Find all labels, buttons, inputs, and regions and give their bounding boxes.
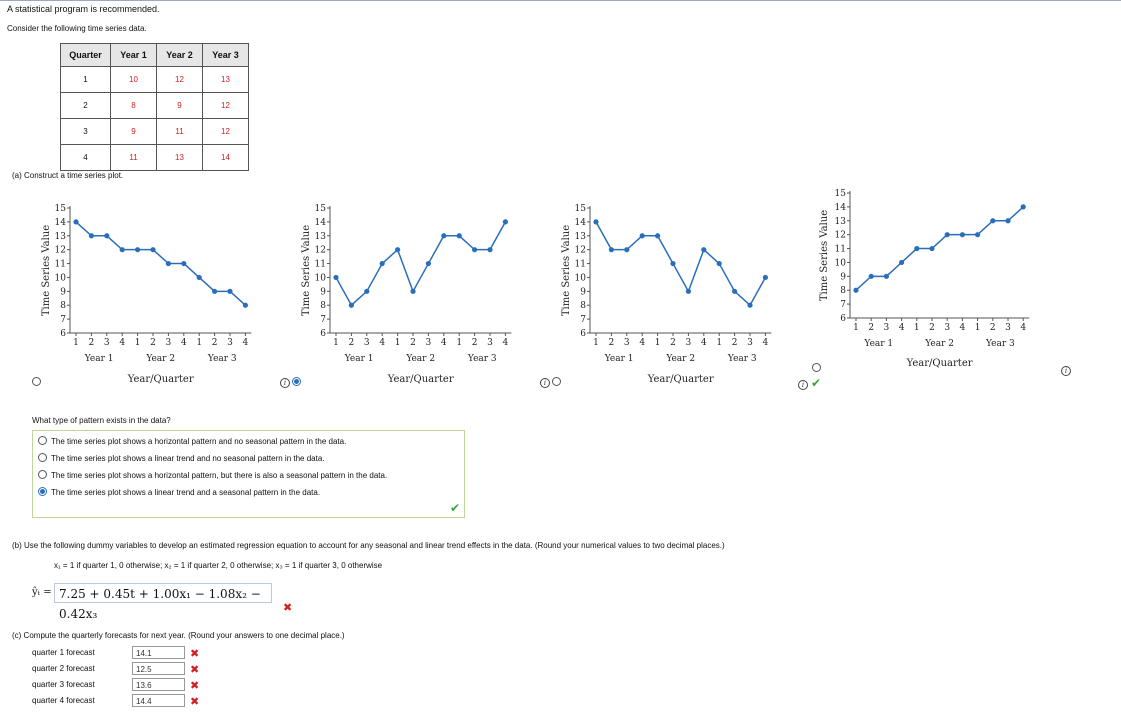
table-cell: 13: [157, 145, 203, 171]
pattern-option-label: The time series plot shows a linear trend and no seasonal pattern in the data.: [51, 454, 325, 463]
table-cell: 12: [203, 119, 249, 145]
y-tick-label: 10: [54, 273, 66, 284]
time-series-table: [60, 43, 249, 171]
table-cell: 10: [111, 67, 157, 93]
x-tick-label: 2: [670, 338, 676, 348]
table-row: [61, 145, 249, 171]
x-axis-title: Year/Quarter: [647, 374, 714, 385]
y-tick-label: 8: [60, 301, 66, 312]
table-row: [61, 93, 249, 119]
pattern-option-3[interactable]: [38, 470, 387, 480]
x-tick-label: 1: [333, 338, 339, 348]
data-point: [426, 261, 431, 266]
x-tick-label: 4: [700, 338, 707, 348]
x-tick-label: 2: [410, 338, 416, 348]
forecast-label-q2: quarter 2 forecast: [32, 664, 95, 673]
x-tick-label: 2: [150, 338, 156, 348]
radio-button[interactable]: [38, 453, 47, 462]
data-point: [990, 218, 995, 223]
radio-button[interactable]: [38, 470, 47, 479]
part-b-label: (b) Use the following dummy variables to develop an estimated regression equation to account for any seasonal and linear trend effects in the data. (Round your numerical values to two decimal places.): [12, 541, 725, 550]
y-tick-label: 11: [834, 244, 846, 255]
data-point: [457, 233, 462, 238]
year-label: Year 3: [467, 354, 497, 364]
y-tick-label: 15: [54, 204, 66, 214]
table-cell: 11: [111, 145, 157, 171]
y-tick-label: 8: [840, 286, 846, 297]
data-point: [150, 247, 155, 252]
x-tick-label: 2: [929, 323, 935, 333]
y-tick-label: 11: [314, 259, 326, 270]
data-point: [975, 232, 980, 237]
y-tick-label: 13: [834, 216, 846, 227]
part-a-label: (a) Construct a time series plot.: [12, 171, 124, 180]
part-c-label: (c) Compute the quarterly forecasts for next year. (Round your answers to one decimal place.): [12, 631, 345, 640]
y-tick-label: 9: [580, 287, 586, 298]
regression-equation-field[interactable]: 7.25 + 0.45t + 1.00x₁ − 1.08x₂ − 0.42x₃: [54, 583, 272, 603]
data-point: [717, 261, 722, 266]
data-point: [487, 247, 492, 252]
table-cell: 9: [111, 119, 157, 145]
plot-option-2[interactable]: [300, 186, 540, 386]
x-tick-label: 1: [974, 323, 981, 333]
x-tick-label: 2: [868, 323, 875, 333]
x-tick-label: 4: [639, 338, 646, 348]
y-tick-label: 15: [834, 189, 846, 199]
data-point: [333, 275, 338, 280]
table-cell: 8: [111, 93, 157, 119]
pattern-option-4[interactable]: [38, 487, 320, 497]
table-header-cell: Year 1: [111, 44, 157, 67]
x-tick-label: 3: [747, 338, 753, 348]
table-header-cell: Year 2: [157, 44, 203, 67]
forecast-label-q1: quarter 1 forecast: [32, 648, 95, 657]
table-cell: 9: [157, 93, 203, 119]
data-point: [853, 288, 858, 293]
cross-icon: ✖: [190, 696, 200, 708]
year-label: Year 2: [406, 354, 436, 364]
x-tick-label: 1: [853, 323, 859, 333]
x-tick-label: 1: [196, 338, 203, 348]
top-border: [0, 0, 1121, 1]
x-tick-label: 2: [989, 323, 996, 333]
table-header-cell: Quarter: [61, 44, 111, 67]
x-tick-label: 3: [685, 338, 692, 348]
year-label: Year 3: [727, 354, 757, 364]
x-axis-title: Year/Quarter: [127, 374, 194, 385]
data-point: [197, 275, 202, 280]
x-tick-label: 2: [608, 338, 615, 348]
series-line: [76, 222, 245, 305]
data-point: [243, 303, 248, 308]
y-tick-label: 10: [574, 273, 586, 284]
data-point: [104, 233, 109, 238]
y-tick-label: 9: [840, 272, 846, 283]
series-line: [596, 222, 765, 305]
y-tick-label: 12: [574, 245, 586, 256]
plot-radio-2-selected[interactable]: [292, 377, 301, 386]
info-icon[interactable]: i: [798, 380, 808, 390]
year-label: Year 2: [146, 354, 176, 364]
data-point: [73, 219, 78, 224]
table-row: [61, 119, 249, 145]
x-tick-label: 3: [1005, 323, 1011, 333]
x-tick-label: 1: [654, 338, 661, 348]
y-tick-label: 7: [60, 315, 66, 326]
info-icon[interactable]: i: [540, 378, 550, 388]
plot-option-1[interactable]: [40, 186, 280, 386]
data-point: [135, 247, 140, 252]
data-point: [869, 274, 874, 279]
year-label: Year 2: [666, 354, 696, 364]
y-tick-label: 7: [840, 300, 846, 311]
x-tick-label: 1: [134, 338, 141, 348]
year-label: Year 1: [604, 354, 634, 364]
pattern-question: What type of pattern exists in the data?: [32, 416, 171, 425]
data-point: [1005, 218, 1010, 223]
data-point: [884, 274, 889, 279]
x-tick-label: 3: [425, 338, 432, 348]
check-icon: ✔: [811, 376, 822, 390]
year-label: Year 1: [864, 339, 894, 349]
plot-option-3[interactable]: [560, 186, 800, 386]
plot-radio-1[interactable]: [32, 377, 41, 386]
data-point: [410, 289, 415, 294]
data-point: [624, 247, 629, 252]
data-point: [670, 261, 675, 266]
check-icon: ✔: [450, 501, 461, 515]
table-header-row: [61, 44, 249, 67]
forecast-label-q4: quarter 4 forecast: [32, 696, 95, 705]
x-tick-label: 2: [471, 338, 478, 348]
y-tick-label: 8: [580, 301, 586, 312]
x-tick-label: 4: [959, 323, 966, 333]
y-axis-title: Time Series Value: [561, 224, 572, 317]
data-point: [655, 233, 660, 238]
data-point: [503, 219, 508, 224]
year-label: Year 1: [84, 354, 114, 364]
forecast-input-q1[interactable]: 14.1: [132, 646, 185, 659]
recommendation-note: A statistical program is recommended.: [7, 4, 160, 14]
data-point: [181, 261, 186, 266]
x-axis-title: Year/Quarter: [906, 358, 973, 369]
x-tick-label: 3: [883, 323, 890, 333]
pattern-option-label: The time series plot shows a horizontal pattern and no seasonal pattern in the data.: [51, 437, 347, 446]
forecast-input-q4[interactable]: 14.4: [132, 694, 185, 707]
x-tick-label: 3: [165, 338, 172, 348]
y-tick-label: 6: [840, 314, 846, 324]
y-axis-title: Time Series Value: [301, 224, 312, 317]
x-tick-label: 3: [363, 338, 370, 348]
x-tick-label: 1: [73, 338, 79, 348]
table-header-cell: Year 3: [203, 44, 249, 67]
data-point: [380, 261, 385, 266]
x-tick-label: 2: [88, 338, 95, 348]
year-label: Year 1: [344, 354, 374, 364]
y-tick-label: 10: [314, 273, 326, 284]
table-cell: 4: [61, 145, 111, 171]
y-tick-label: 15: [314, 204, 326, 214]
data-point: [945, 232, 950, 237]
data-point: [899, 260, 904, 265]
cross-icon: ✖: [283, 602, 293, 614]
x-tick-label: 3: [623, 338, 630, 348]
x-tick-label: 3: [944, 323, 951, 333]
y-tick-label: 12: [834, 230, 846, 241]
plot-svg-1: [40, 186, 280, 386]
y-tick-label: 14: [834, 202, 846, 213]
data-point: [472, 247, 477, 252]
y-tick-label: 12: [54, 245, 66, 256]
table-row: [61, 67, 249, 93]
y-tick-label: 7: [320, 315, 326, 326]
x-tick-label: 1: [394, 338, 401, 348]
series-line: [856, 207, 1023, 290]
y-tick-label: 9: [320, 287, 326, 298]
pattern-option-label: The time series plot shows a linear trend and a seasonal pattern in the data.: [51, 488, 321, 497]
x-tick-label: 2: [211, 338, 218, 348]
forecast-input-q2[interactable]: 12.5: [132, 662, 185, 675]
pattern-option-1[interactable]: [38, 436, 346, 446]
table-cell: 14: [203, 145, 249, 171]
data-point: [960, 232, 965, 237]
y-tick-label: 14: [574, 217, 586, 228]
x-tick-label: 4: [898, 323, 905, 333]
data-point: [609, 247, 614, 252]
data-point: [701, 247, 706, 252]
y-tick-label: 8: [320, 301, 326, 312]
info-icon[interactable]: i: [280, 378, 290, 388]
data-point: [395, 247, 400, 252]
y-tick-label: 7: [580, 315, 586, 326]
x-tick-label: 4: [502, 338, 509, 348]
table-cell: 1: [61, 67, 111, 93]
year-label: Year 3: [207, 354, 237, 364]
data-point: [166, 261, 171, 266]
x-tick-label: 4: [119, 338, 126, 348]
data-point: [120, 247, 125, 252]
year-label: Year 2: [925, 339, 954, 349]
x-tick-label: 4: [1020, 323, 1027, 333]
data-point: [763, 275, 768, 280]
x-tick-label: 2: [731, 338, 738, 348]
data-point: [593, 219, 598, 224]
x-tick-label: 3: [227, 338, 233, 348]
y-tick-label: 6: [60, 329, 66, 339]
data-point: [732, 289, 737, 294]
plot-svg-2: [300, 186, 540, 386]
x-tick-label: 4: [440, 338, 447, 348]
series-line: [336, 222, 505, 305]
plot-svg-4: [818, 186, 1058, 386]
data-point: [441, 233, 446, 238]
data-point: [929, 246, 934, 251]
data-point: [914, 246, 919, 251]
year-label: Year 3: [986, 339, 1015, 349]
data-point: [640, 233, 645, 238]
intro-text: Consider the following time series data.: [7, 24, 147, 33]
y-tick-label: 15: [574, 204, 586, 214]
y-tick-label: 12: [314, 245, 326, 256]
data-point: [364, 289, 369, 294]
data-point: [89, 233, 94, 238]
y-tick-label: 6: [320, 329, 326, 339]
plot-option-4[interactable]: [818, 186, 1058, 386]
y-tick-label: 11: [54, 259, 66, 270]
y-tick-label: 13: [54, 231, 66, 242]
y-axis-title: Time Series Value: [819, 209, 830, 302]
x-tick-label: 4: [180, 338, 187, 348]
x-tick-label: 3: [487, 338, 493, 348]
cross-icon: ✖: [190, 648, 200, 660]
x-tick-label: 4: [762, 338, 769, 348]
y-tick-label: 13: [314, 231, 326, 242]
data-point: [1021, 204, 1026, 209]
y-axis-title: Time Series Value: [41, 224, 52, 317]
y-tick-label: 11: [574, 259, 586, 270]
pattern-option-label: The time series plot shows a horizontal pattern, but there is also a seasonal pattern in the data.: [51, 471, 388, 480]
table-cell: 2: [61, 93, 111, 119]
dummy-definition: x₁ = 1 if quarter 1, 0 otherwise; x₂ = 1 if quarter 2, 0 otherwise; x₃ = 1 if quarter 3, 0 otherwise: [54, 561, 383, 570]
cross-icon: ✖: [190, 680, 200, 692]
forecast-input-q3[interactable]: 13.6: [132, 678, 185, 691]
y-tick-label: 10: [834, 258, 846, 269]
x-tick-label: 4: [242, 338, 249, 348]
plot-radio-3[interactable]: [552, 377, 561, 386]
y-tick-label: 13: [574, 231, 586, 242]
forecast-label-q3: quarter 3 forecast: [32, 680, 95, 689]
data-point: [349, 303, 354, 308]
x-axis-title: Year/Quarter: [387, 374, 454, 385]
table-cell: 3: [61, 119, 111, 145]
table-cell: 12: [157, 67, 203, 93]
x-tick-label: 1: [716, 338, 723, 348]
table-cell: 11: [157, 119, 203, 145]
info-icon[interactable]: i: [1061, 366, 1071, 376]
yhat-label: ŷₜ =: [32, 587, 52, 598]
data-point: [747, 303, 752, 308]
y-tick-label: 14: [54, 217, 66, 228]
data-point: [212, 289, 217, 294]
table-cell: 12: [203, 93, 249, 119]
plot-svg-3: [560, 186, 800, 386]
plot-radio-4[interactable]: [812, 363, 821, 372]
x-tick-label: 3: [103, 338, 110, 348]
radio-button-selected[interactable]: [38, 487, 47, 496]
x-tick-label: 1: [456, 338, 463, 348]
x-tick-label: 1: [593, 338, 599, 348]
radio-button[interactable]: [38, 436, 47, 445]
x-tick-label: 4: [379, 338, 386, 348]
x-tick-label: 2: [348, 338, 355, 348]
pattern-options-box: [32, 430, 465, 518]
table-cell: 13: [203, 67, 249, 93]
data-point: [227, 289, 232, 294]
data-point: [686, 289, 691, 294]
cross-icon: ✖: [190, 664, 200, 676]
pattern-option-2[interactable]: [38, 453, 325, 463]
y-tick-label: 14: [314, 217, 326, 228]
x-tick-label: 1: [913, 323, 920, 333]
y-tick-label: 6: [580, 329, 586, 339]
y-tick-label: 9: [60, 287, 66, 298]
